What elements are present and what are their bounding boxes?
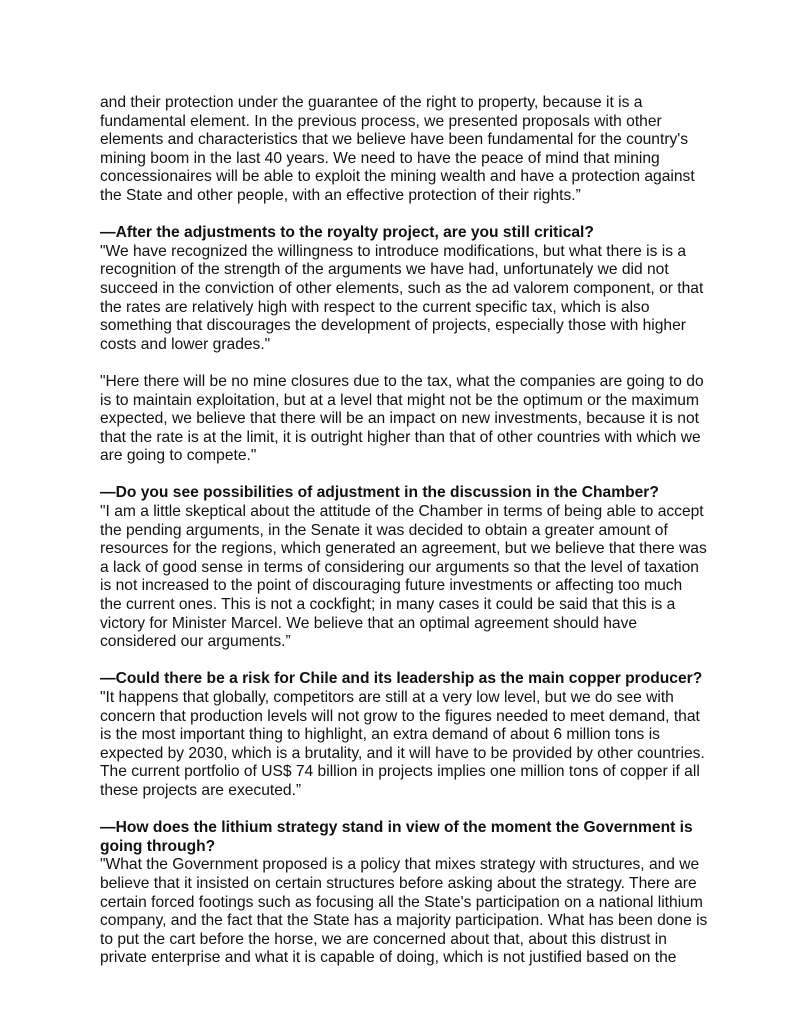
question-line: going through? bbox=[100, 837, 216, 855]
text-line: resources for the regions, which generated an agreement, but we believe that there was bbox=[100, 540, 707, 558]
document-page bbox=[100, 94, 720, 968]
text-line: considered our arguments.” bbox=[100, 633, 291, 651]
text-line: recognition of the strength of the arguments we have had, unfortunately we did not bbox=[100, 261, 669, 279]
question-line: —Could there be a risk for Chile and its leadership as the main copper producer? bbox=[100, 670, 703, 688]
text-line: expected by 2030, which is a brutality, and it will have to be provided by other countries. bbox=[100, 744, 705, 762]
interview-question bbox=[100, 819, 720, 856]
answer-paragraph bbox=[100, 856, 720, 968]
text-line: that the rate is at the limit, it is outright higher than that of other countries with which we bbox=[100, 428, 701, 446]
question-line: —How does the lithium strategy stand in view of the moment the Government is bbox=[100, 819, 693, 837]
text-line: private enterprise and what it is capable of doing, which is not justified based on the bbox=[100, 949, 677, 967]
paragraph-gap bbox=[100, 354, 720, 373]
text-line: expected, we believe that there will be an impact on new investments, because it is not bbox=[100, 410, 699, 428]
text-line: the rates are relatively high with respect to the current specific tax, which is also bbox=[100, 298, 650, 316]
text-line: "We have recognized the willingness to introduce modifications, but what there is is a bbox=[100, 242, 686, 260]
text-line: the pending arguments, in the Senate it was decided to obtain a greater amount of bbox=[100, 521, 668, 539]
text-line: these projects are executed.” bbox=[100, 781, 302, 799]
question-line: —After the adjustments to the royalty project, are you still critical? bbox=[100, 224, 594, 242]
text-line: and their protection under the guarantee of the right to property, because it is a bbox=[100, 94, 643, 111]
paragraph-gap bbox=[100, 466, 720, 485]
paragraph-gap bbox=[100, 652, 720, 671]
text-line: something that discourages the development of projects, especially those with higher bbox=[100, 317, 686, 335]
answer-paragraph bbox=[100, 243, 720, 355]
text-line: "What the Government proposed is a policy that mixes strategy with structures, and we bbox=[100, 856, 700, 874]
text-line: is not increased to the point of discouraging future investments or affecting too much bbox=[100, 577, 683, 595]
interview-question bbox=[100, 670, 720, 689]
text-line: the current ones. This is not a cockfight; in many cases it could be said that this is a bbox=[100, 596, 676, 614]
text-line: believe that it insisted on certain structures before asking about the strategy. There are bbox=[100, 874, 697, 892]
text-line: is the most important thing to highlight, an extra demand of about 6 million tons is bbox=[100, 726, 660, 744]
text-line: are going to compete." bbox=[100, 447, 257, 465]
text-line: elements and characteristics that we believe have been fundamental for the country's bbox=[100, 131, 689, 149]
text-line: is to maintain exploitation, but at a level that might not be the optimum or the maximum bbox=[100, 391, 699, 409]
text-line: "I am a little skeptical about the attitude of the Chamber in terms of being able to accept bbox=[100, 503, 704, 521]
text-line: certain forced footings such as focusing all the State's participation on a national lithium bbox=[100, 893, 703, 911]
text-line: concern that production levels will not grow to the figures needed to meet demand, that bbox=[100, 707, 700, 725]
text-line: costs and lower grades." bbox=[100, 335, 271, 353]
paragraph-gap bbox=[100, 206, 720, 225]
text-line: succeed in the conviction of other elements, such as the ad valorem component, or that bbox=[100, 279, 704, 297]
interview-question bbox=[100, 484, 720, 503]
answer-paragraph bbox=[100, 373, 720, 466]
answer-paragraph bbox=[100, 503, 720, 652]
text-line: the State and other people, with an effective protection of their rights.” bbox=[100, 186, 581, 204]
paragraph-gap bbox=[100, 801, 720, 820]
answer-paragraph bbox=[100, 94, 720, 206]
interview-question bbox=[100, 224, 720, 243]
question-line: —Do you see possibilities of adjustment in the discussion in the Chamber? bbox=[100, 484, 659, 502]
text-line: concessionaires will be able to exploit the mining wealth and have a protection against bbox=[100, 168, 695, 186]
text-line: mining boom in the last 40 years. We need to have the peace of mind that mining bbox=[100, 149, 660, 167]
answer-paragraph bbox=[100, 689, 720, 801]
text-line: victory for Minister Marcel. We believe that an optimal agreement should have bbox=[100, 614, 638, 632]
text-line: fundamental element. In the previous process, we presented proposals with other bbox=[100, 112, 662, 130]
text-line: "Here there will be no mine closures due to the tax, what the companies are going to do bbox=[100, 372, 704, 390]
text-line: company, and the fact that the State has a majority participation. What has been done is bbox=[100, 912, 708, 930]
text-line: to put the cart before the horse, we are concerned about that, about this distrust in bbox=[100, 930, 667, 948]
text-line: The current portfolio of US$ 74 billion in projects implies one million tons of copper if all bbox=[100, 763, 700, 781]
text-line: a lack of good sense in terms of considering our arguments so that the level of taxation bbox=[100, 558, 699, 576]
text-line: "It happens that globally, competitors are still at a very low level, but we do see with bbox=[100, 689, 674, 706]
